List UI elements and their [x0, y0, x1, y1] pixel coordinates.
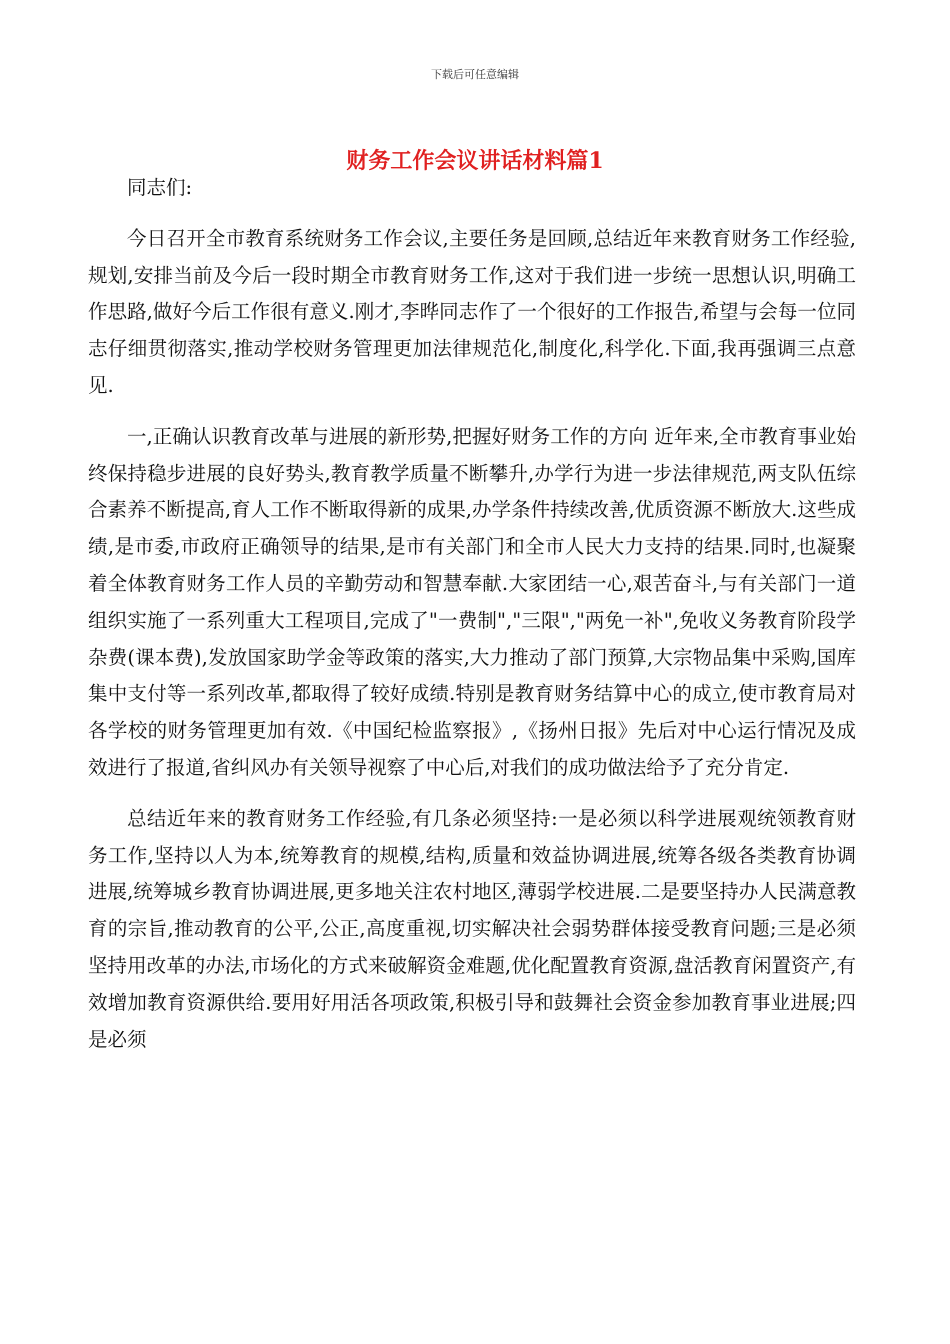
page-header-note: 下载后可任意编辑 — [431, 68, 519, 81]
document-title: 财务工作会议讲话材料篇1 — [346, 148, 604, 174]
paragraph-2: 一,正确认识教育改革与进展的新形势,把握好财务工作的方向 近年来,全市教育事业始终保持稳步进展的良好势头,教育教学质量不断攀升,办学行为进一步法律规范,两支队伍综合素养不断提高,育人工作不断取得新的成果,办学条件持续改善,优质资源不断放大.这些成绩,是市委,市政府正确领导的结果,是市有关部门和全市人民大力支持的结果.同时,也凝聚着全体教育财务工作人员的辛勤劳动和智慧奉献.大家团结一心,艰苦奋斗,与有关部门一道组织实施了一系列重大工程项目,完成了"一费制","三限","两免一补",免收义务教育阶段学杂费(课本费),发放国家助学金等政策的落实,大力推动了部门预算,大宗物品集中采购,国库集中支付等一系列改革,都取得了较好成绩.特别是教育财务结算中心的成立,使市教育局对各学校的财务管理更加有效.《中国纪检监察报》,《扬州日报》先后对中心运行情况及成效进行了报道,省纠风办有关领导视察了中心后,对我们的成功做法给予了充分肯定. — [88, 424, 856, 779]
paragraph-3: 总结近年来的教育财务工作经验,有几条必须坚持:一是必须以科学进展观统领教育财务工作,坚持以人为本,统筹教育的规模,结构,质量和效益协调进展,统筹各级各类教育协调进展,统筹城乡教育协调进展,更多地关注农村地区,薄弱学校进展.二是要坚持办人民满意教育的宗旨,推动教育的公平,公正,高度重视,切实解决社会弱势群体接受教育问题;三是必须坚持用改革的办法,市场化的方式来破解资金难题,优化配置教育资源,盘活教育闲置资产,有效增加教育资源供给.要用好用活各项政策,积极引导和鼓舞社会资金参加教育事业进展;四是必须 — [88, 806, 856, 1051]
salutation: 同志们: — [127, 176, 193, 199]
paragraph-1: 今日召开全市教育系统财务工作会议,主要任务是回顾,总结近年来教育财务工作经验,规划,安排当前及今后一段时期全市教育财务工作,这对于我们进一步统一思想认识,明确工作思路,做好今后工作很有意义.刚才,李晔同志作了一个很好的工作报告,希望与会每一位同志仔细贯彻落实,推动学校财务管理更加法律规范化,制度化,科学化.下面,我再强调三点意见. — [88, 226, 856, 397]
document-body — [88, 170, 856, 1072]
